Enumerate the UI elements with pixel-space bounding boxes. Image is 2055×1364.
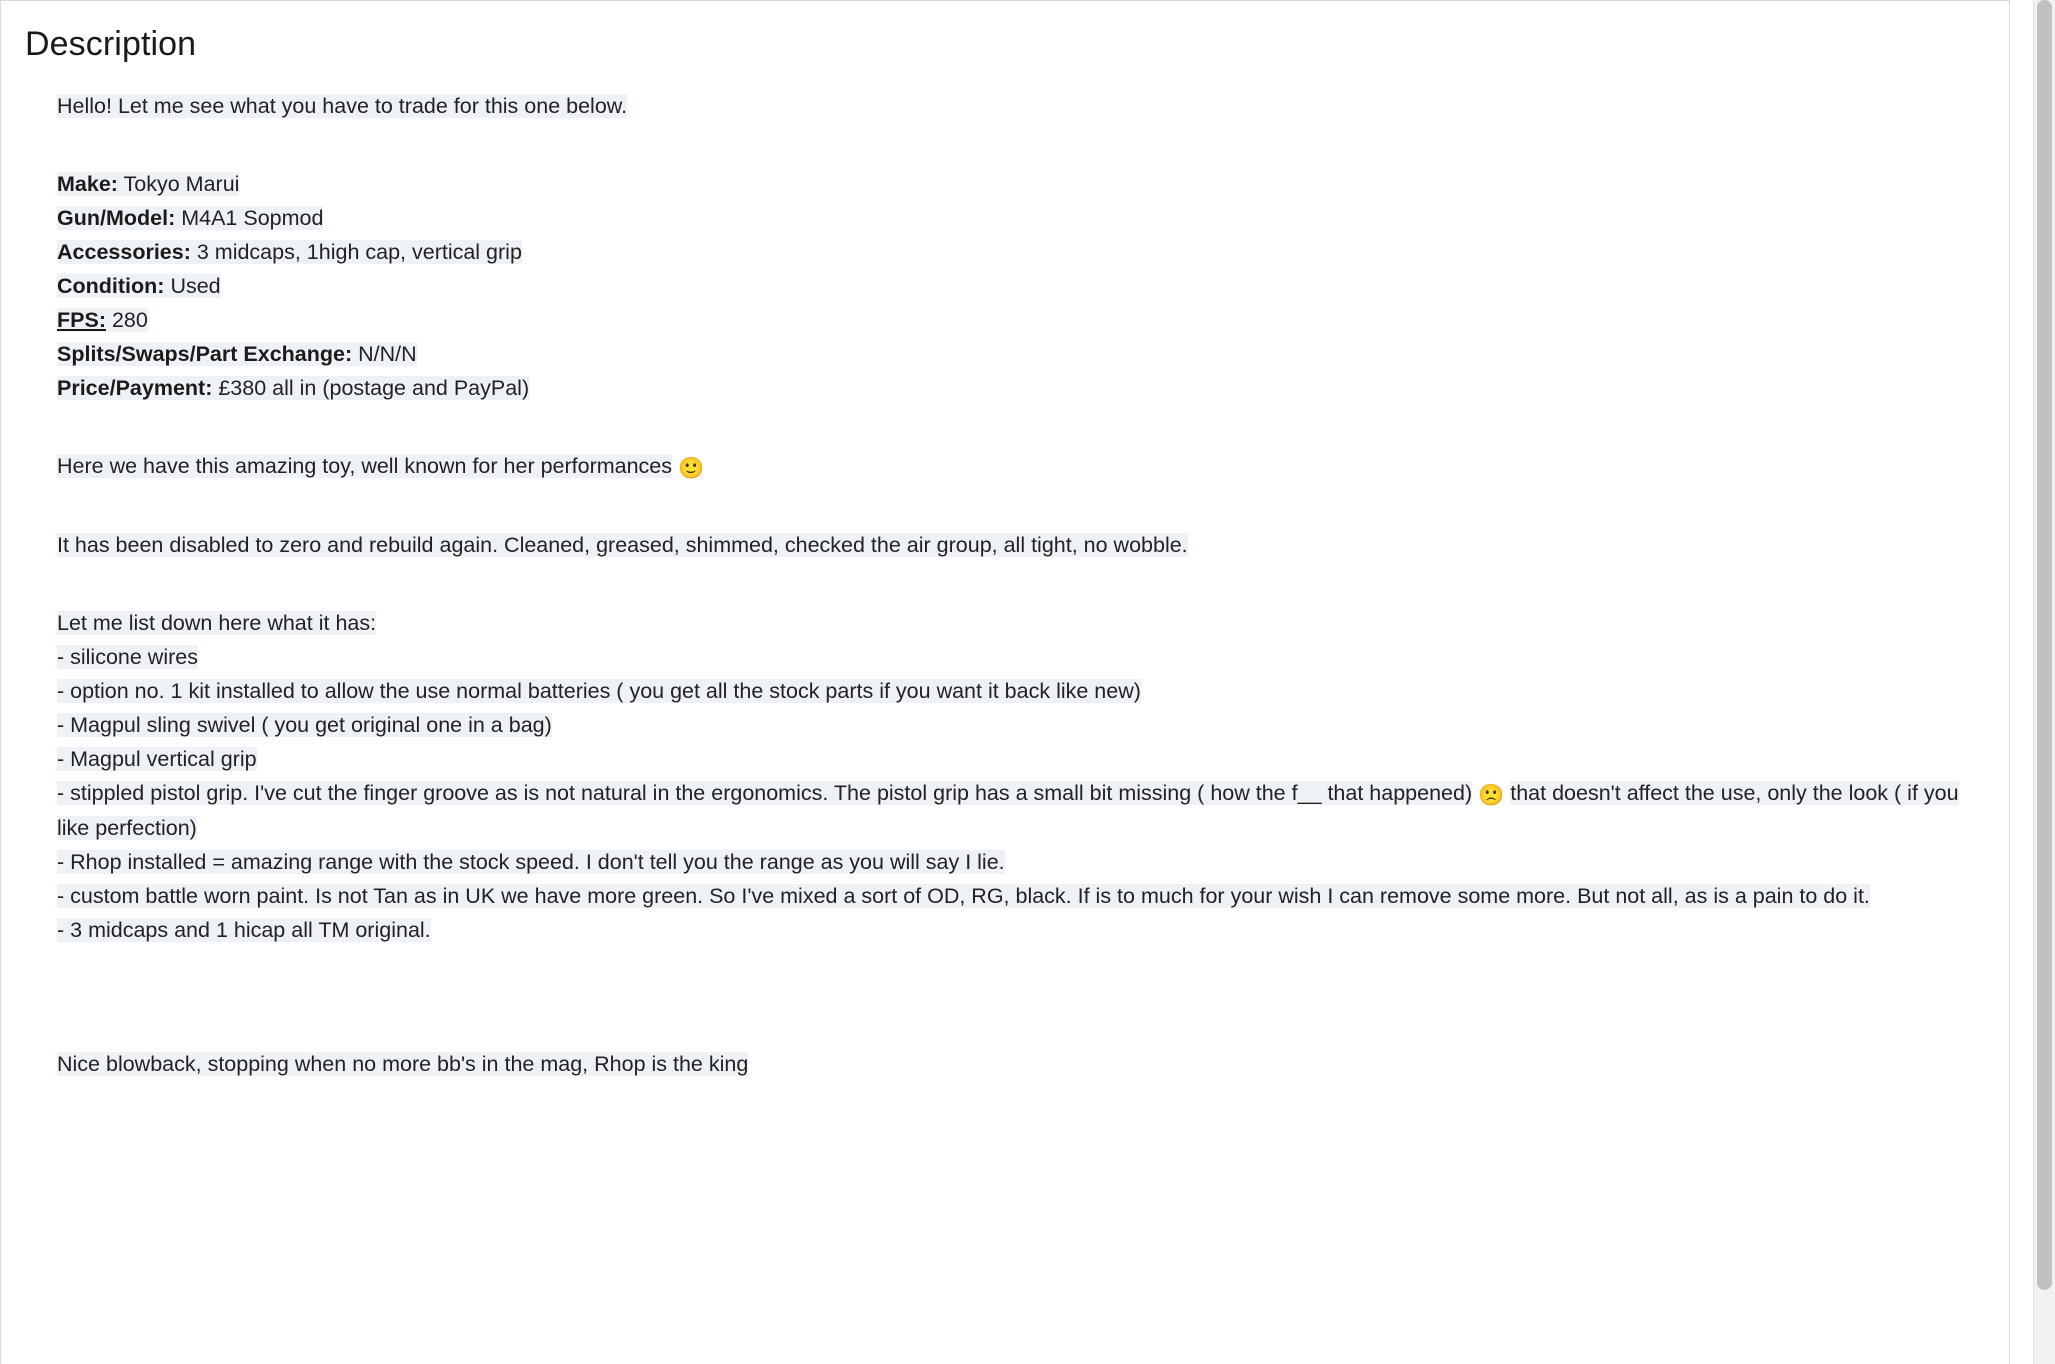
closing-paragraph <box>57 1048 1969 1082</box>
spec-row-splits <box>57 338 1969 372</box>
scrollbar-thumb[interactable] <box>2037 0 2052 1290</box>
spacer <box>57 485 1969 529</box>
spacer <box>57 124 1969 168</box>
list-item-text: - custom battle worn paint. Is not Tan as in UK we have more green. So I've mixed a sort of OD, RG, black. If is to much for your wish I can remove some more. But not all, as is a pain to do it. <box>57 883 1870 908</box>
list-item-text: - 3 midcaps and 1 hicap all TM original. <box>57 917 431 942</box>
spec-row-condition <box>57 270 1969 304</box>
amazing-toy-paragraph <box>57 450 1969 485</box>
spec-value-fps: 280 <box>111 307 148 332</box>
spec-value-make: Tokyo Marui <box>123 171 240 196</box>
spacer <box>57 406 1969 450</box>
list-intro-text: Let me list down here what it has: <box>57 610 377 635</box>
closing-text: Nice blowback, stopping when no more bb's in the mag, Rhop is the king <box>57 1051 749 1076</box>
list-item <box>57 641 1969 675</box>
frowning-emoji-icon: 🙁 <box>1478 783 1505 807</box>
intro-paragraph <box>57 90 1969 124</box>
vertical-scrollbar[interactable] <box>2033 0 2055 1364</box>
intro-text: Hello! Let me see what you have to trade for this one below. <box>57 94 628 118</box>
list-item-text: - option no. 1 kit installed to allow the use normal batteries ( you get all the stock parts if you want it back like new) <box>57 678 1141 703</box>
spacer <box>57 948 1969 1048</box>
spec-row-make <box>57 168 1969 202</box>
spec-label-fps: FPS: <box>57 307 106 332</box>
rebuild-paragraph <box>57 529 1969 563</box>
description-body <box>25 90 1969 1082</box>
spec-row-accessories <box>57 236 1969 270</box>
list-intro-paragraph <box>57 607 1969 641</box>
list-item-text: - Magpul vertical grip <box>57 746 257 771</box>
page-title: Description <box>25 25 197 63</box>
spec-label-price: Price/Payment: <box>57 375 213 400</box>
pistol-grip-text-part1: - stippled pistol grip. I've cut the finger groove as is not natural in the ergonomics. The pistol grip has a small bit missing ( how the f__ that happened) <box>57 780 1473 805</box>
spec-value-model: M4A1 Sopmod <box>181 205 324 230</box>
list-item <box>57 846 1969 880</box>
list-item-pistol-grip <box>57 777 1969 846</box>
spec-label-splits: Splits/Swaps/Part Exchange: <box>57 341 353 366</box>
spec-row-price <box>57 372 1969 406</box>
list-item-text: - Rhop installed = amazing range with the stock speed. I don't tell you the range as you will say I lie. <box>57 849 1005 874</box>
list-item-text: - silicone wires <box>57 644 198 669</box>
description-content <box>1 1 2009 1082</box>
spec-label-condition: Condition: <box>57 273 165 298</box>
rebuild-text: It has been disabled to zero and rebuild again. Cleaned, greased, shimmed, checked the air group, all tight, no wobble. <box>57 532 1188 557</box>
slight-smile-emoji-icon: 🙂 <box>678 456 705 480</box>
spec-value-price: £380 all in (postage and PayPal) <box>218 375 530 400</box>
spec-label-model: Gun/Model: <box>57 205 176 230</box>
spec-value-condition: Used <box>170 273 221 298</box>
amazing-toy-text: Here we have this amazing toy, well known for her performances <box>57 453 673 478</box>
list-item <box>57 914 1969 948</box>
spec-label-make: Make: <box>57 171 118 196</box>
list-item <box>57 743 1969 777</box>
spec-row-model <box>57 202 1969 236</box>
list-item <box>57 709 1969 743</box>
list-item <box>57 675 1969 709</box>
pistol-grip-text-part2: that doesn't affect the use, only the look ( if you like perfection) <box>57 780 1959 840</box>
spacer <box>57 563 1969 607</box>
spec-label-accessories: Accessories: <box>57 239 191 264</box>
list-item <box>57 880 1969 914</box>
spec-value-splits: N/N/N <box>358 341 417 366</box>
list-item-text: - Magpul sling swivel ( you get original one in a bag) <box>57 712 552 737</box>
spec-value-accessories: 3 midcaps, 1high cap, vertical grip <box>196 239 522 264</box>
spec-row-fps <box>57 304 1969 338</box>
